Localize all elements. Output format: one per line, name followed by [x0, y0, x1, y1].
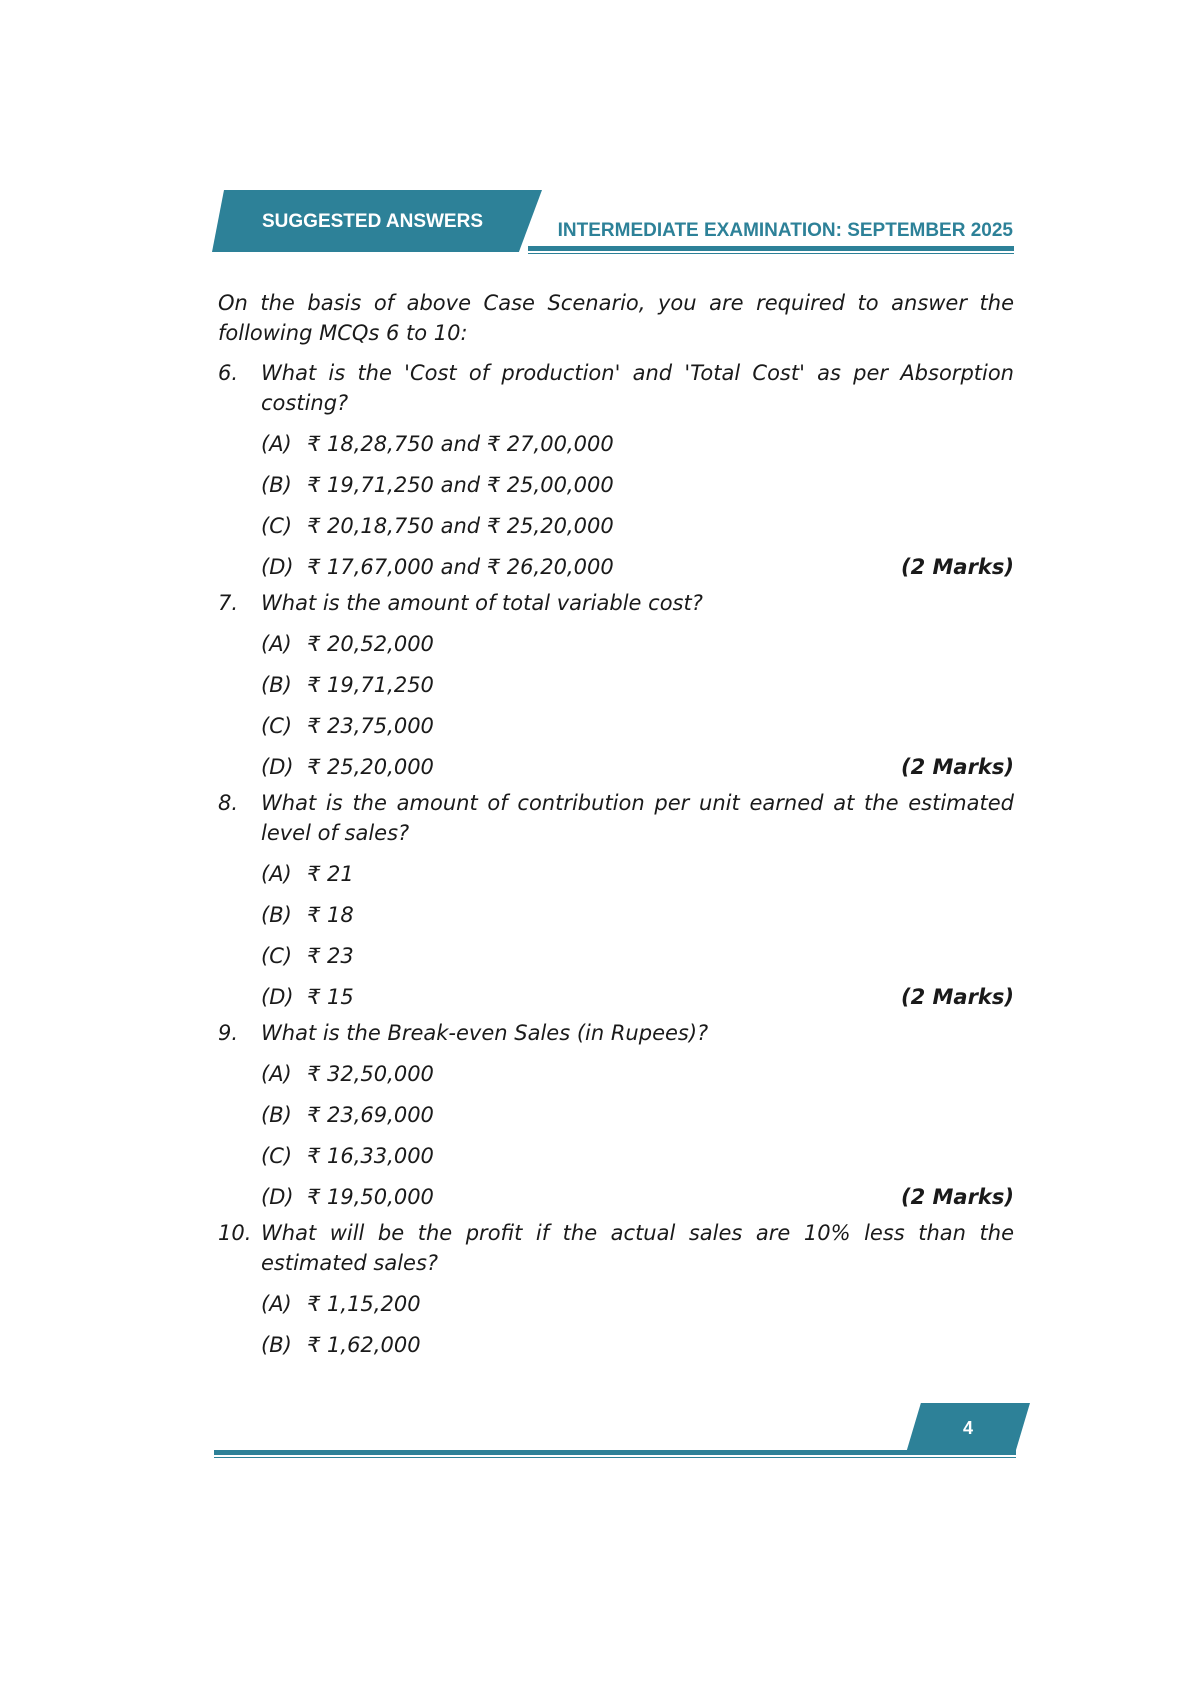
option [261, 429, 1014, 459]
option [261, 552, 1014, 582]
option-letter: (C) [261, 944, 293, 968]
option [261, 859, 1014, 889]
option-text: ₹ 23,75,000 [307, 714, 434, 738]
question-text: What is the Break-even Sales (in Rupees)? [261, 1021, 709, 1045]
question-number: 6. [218, 361, 239, 385]
option-list [261, 429, 1014, 582]
option-letter: (D) [261, 555, 294, 579]
option-letter: (D) [261, 1185, 294, 1209]
option [261, 1330, 1014, 1360]
marks-label: (2 Marks) [900, 1185, 1014, 1209]
option-text: ₹ 20,18,750 and ₹ 25,20,000 [307, 514, 614, 538]
option-letter: (A) [261, 862, 292, 886]
question-text: What is the amount of total variable cost? [261, 591, 703, 615]
option-letter: (B) [261, 1103, 292, 1127]
option-text: ₹ 15 [307, 985, 354, 1009]
question-number: 7. [218, 591, 239, 615]
option-text: ₹ 18 [307, 903, 354, 927]
page-number: 4 [962, 1418, 973, 1438]
question-row [218, 788, 1014, 848]
option-letter: (C) [261, 714, 293, 738]
marks-label: (2 Marks) [900, 555, 1014, 579]
footer-rule [214, 1450, 1016, 1455]
option [261, 941, 1014, 971]
option [261, 711, 1014, 741]
option [261, 1059, 1014, 1089]
option [261, 511, 1014, 541]
option [261, 470, 1014, 500]
question-row [218, 1218, 1014, 1278]
marks-label: (2 Marks) [900, 755, 1014, 779]
question-text: What will be the profit if the actual sales are 10% less than the estimated sales? [261, 1221, 1014, 1275]
option-text: ₹ 23 [307, 944, 354, 968]
option-letter: (C) [261, 1144, 293, 1168]
option-letter: (D) [261, 755, 294, 779]
option-text: ₹ 20,52,000 [307, 632, 434, 656]
option-text: ₹ 23,69,000 [307, 1103, 434, 1127]
intro-text: On the basis of above Case Scenario, you are required to answer the following MCQs 6 to 10: [218, 291, 1014, 345]
question-row [218, 358, 1014, 418]
question [218, 1218, 1014, 1360]
option-letter: (A) [261, 632, 292, 656]
option-text: ₹ 21 [307, 862, 354, 886]
option-letter: (B) [261, 673, 292, 697]
footer-rule-thin [214, 1457, 1016, 1458]
option [261, 1141, 1014, 1171]
question-row [218, 588, 1014, 618]
question-number: 8. [218, 791, 239, 815]
option-letter: (B) [261, 473, 292, 497]
option-list [261, 859, 1014, 1012]
option-text: ₹ 19,50,000 [307, 1185, 434, 1209]
option [261, 752, 1014, 782]
option-text: ₹ 17,67,000 and ₹ 26,20,000 [307, 555, 614, 579]
question [218, 788, 1014, 1012]
option-letter: (A) [261, 1062, 292, 1086]
option [261, 670, 1014, 700]
option [261, 1100, 1014, 1130]
header-tab-label: SUGGESTED ANSWERS [262, 211, 483, 232]
option [261, 629, 1014, 659]
option-text: ₹ 16,33,000 [307, 1144, 434, 1168]
question-row [218, 1018, 1014, 1048]
option-text: ₹ 1,15,200 [307, 1292, 421, 1316]
option-list [261, 1059, 1014, 1212]
header-rule-thin [528, 253, 1014, 254]
marks-label: (2 Marks) [900, 985, 1014, 1009]
option-text: ₹ 19,71,250 [307, 673, 434, 697]
question [218, 1018, 1014, 1212]
option-letter: (C) [261, 514, 293, 538]
option-letter: (A) [261, 1292, 292, 1316]
question-number: 9. [218, 1021, 239, 1045]
question-text: What is the 'Cost of production' and 'Total Cost' as per Absorption costing? [261, 361, 1014, 415]
option-list [261, 629, 1014, 782]
option-text: ₹ 19,71,250 and ₹ 25,00,000 [307, 473, 614, 497]
option-letter: (B) [261, 903, 292, 927]
question-text: What is the amount of contribution per unit earned at the estimated level of sales? [261, 791, 1014, 845]
question-number: 10. [218, 1221, 252, 1245]
question-list [218, 358, 1014, 1360]
option [261, 1182, 1014, 1212]
option [261, 1289, 1014, 1319]
option-list [261, 1289, 1014, 1360]
question [218, 588, 1014, 782]
content [218, 288, 1014, 1360]
header-rule [528, 246, 1014, 251]
option-text: ₹ 18,28,750 and ₹ 27,00,000 [307, 432, 614, 456]
option-letter: (A) [261, 432, 292, 456]
question [218, 358, 1014, 582]
option [261, 900, 1014, 930]
option-letter: (D) [261, 985, 294, 1009]
header-title: INTERMEDIATE EXAMINATION: SEPTEMBER 2025 [557, 220, 1013, 241]
option-text: ₹ 32,50,000 [307, 1062, 434, 1086]
option-text: ₹ 25,20,000 [307, 755, 434, 779]
option [261, 982, 1014, 1012]
option-letter: (B) [261, 1333, 292, 1357]
option-text: ₹ 1,62,000 [307, 1333, 421, 1357]
